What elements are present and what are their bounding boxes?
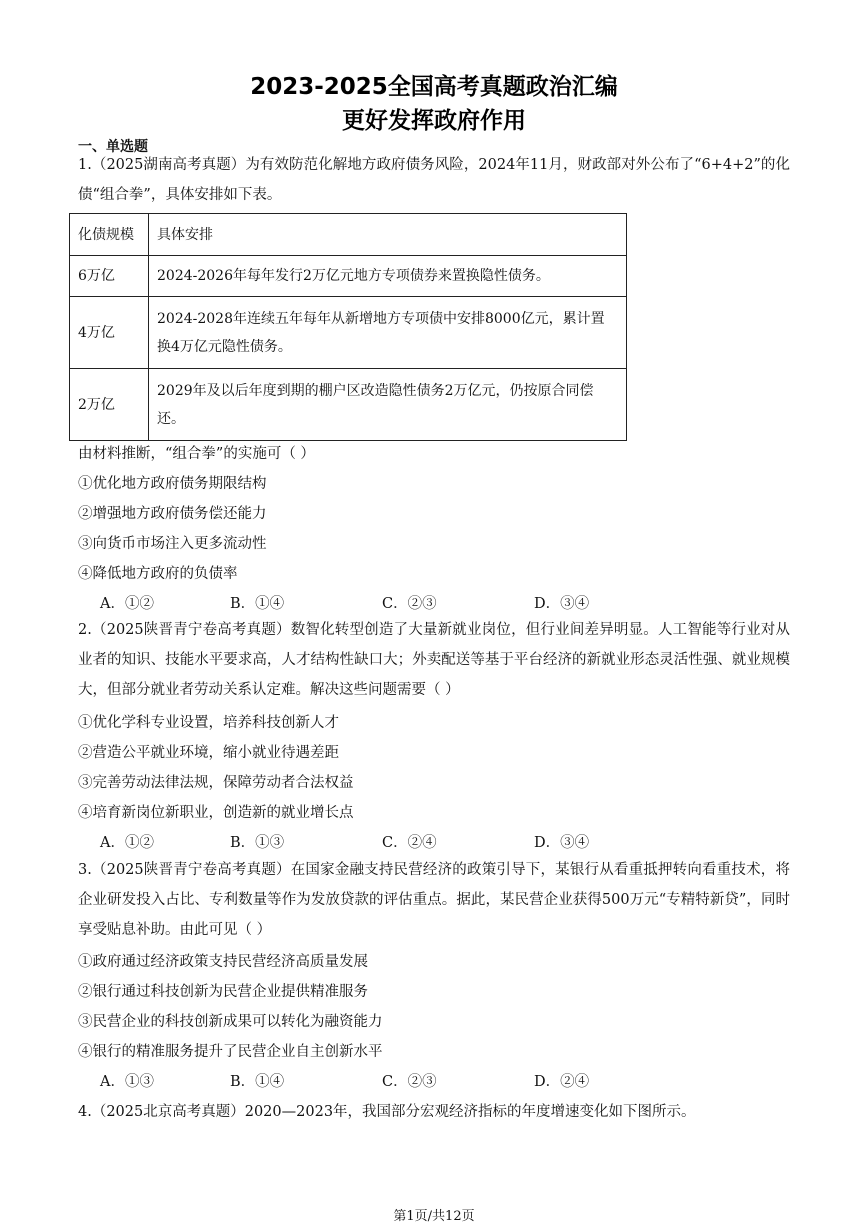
table-row bbox=[70, 369, 627, 441]
option-c[interactable]: C．②③ bbox=[382, 596, 437, 612]
table-row bbox=[70, 256, 627, 297]
option-d[interactable]: D．③④ bbox=[534, 835, 590, 851]
q3-statement-4: ④银行的精准服务提升了民营企业自主创新水平 bbox=[78, 1044, 383, 1060]
q3-statement-2: ②银行通过科技创新为民营企业提供精准服务 bbox=[78, 984, 368, 1000]
q2-statement-3: ③完善劳动法律法规，保障劳动者合法权益 bbox=[78, 775, 354, 791]
table-cell: 2029年及以后年度到期的棚户区改造隐性债务2万亿元，仍按原合同偿还。 bbox=[149, 369, 627, 441]
q3-options bbox=[100, 1070, 660, 1092]
q3-statement-3: ③民营企业的科技创新成果可以转化为融资能力 bbox=[78, 1014, 383, 1030]
q1-statement-2: ②增强地方政府债务偿还能力 bbox=[78, 506, 267, 522]
option-b[interactable]: B．①③ bbox=[230, 835, 285, 851]
table-cell: 2024-2026年每年发行2万亿元地方专项债券来置换隐性债务。 bbox=[149, 256, 627, 297]
table-header-plan: 具体安排 bbox=[149, 214, 627, 256]
q1-options bbox=[100, 592, 660, 614]
section-heading: 一、单选题 bbox=[78, 139, 148, 155]
q1-stem: 1.（2025湖南高考真题）为有效防范化解地方政府债务风险，2024年11月，财政部对外公布了“6+4+2”的化债“组合拳”，具体安排如下表。 bbox=[78, 157, 790, 203]
q3-statement-1: ①政府通过经济政策支持民营经济高质量发展 bbox=[78, 954, 368, 970]
option-b[interactable]: B．①④ bbox=[230, 596, 285, 612]
option-a[interactable]: A．①② bbox=[100, 596, 154, 612]
table-row bbox=[70, 214, 627, 256]
option-c[interactable]: C．②③ bbox=[382, 1074, 437, 1090]
q2-statement-2: ②营造公平就业环境，缩小就业待遇差距 bbox=[78, 745, 339, 761]
q2-statement-4: ④培育新岗位新职业，创造新的就业增长点 bbox=[78, 805, 354, 821]
q1-statement-4: ④降低地方政府的负债率 bbox=[78, 566, 238, 582]
q1-question: 由材料推断，“组合拳”的实施可（ ） bbox=[78, 446, 315, 462]
option-a[interactable]: A．①③ bbox=[100, 1074, 154, 1090]
q1-statement-1: ①优化地方政府债务期限结构 bbox=[78, 476, 267, 492]
page-footer: 第1页/共12页 bbox=[393, 1209, 475, 1224]
q2-statement-1: ①优化学科专业设置，培养科技创新人才 bbox=[78, 715, 339, 731]
q2-options bbox=[100, 831, 660, 853]
table-cell: 2万亿 bbox=[70, 369, 149, 441]
option-a[interactable]: A．①② bbox=[100, 835, 154, 851]
page-title: 2023-2025全国高考真题政治汇编 bbox=[250, 74, 618, 100]
table-cell: 6万亿 bbox=[70, 256, 149, 297]
table-cell: 2024-2028年连续五年每年从新增地方专项债中安排8000亿元，累计置换4万亿元隐性债务。 bbox=[149, 297, 627, 369]
q3-stem: 3.（2025陕晋青宁卷高考真题）在国家金融支持民营经济的政策引导下，某银行从看重抵押转向看重技术，将企业研发投入占比、专利数量等作为发放贷款的评估重点。据此，某民营企业获得500万元“专精特新贷”，同时享受贴息补助。由此可见（ ） bbox=[78, 862, 790, 938]
table-cell: 4万亿 bbox=[70, 297, 149, 369]
q4-stem: 4.（2025北京高考真题）2020—2023年，我国部分宏观经济指标的年度增速变化如下图所示。 bbox=[78, 1104, 696, 1120]
table-row bbox=[70, 297, 627, 369]
page-subtitle: 更好发挥政府作用 bbox=[342, 108, 526, 134]
option-b[interactable]: B．①④ bbox=[230, 1074, 285, 1090]
option-c[interactable]: C．②④ bbox=[382, 835, 437, 851]
q1-statement-3: ③向货币市场注入更多流动性 bbox=[78, 536, 267, 552]
option-d[interactable]: D．②④ bbox=[534, 1074, 590, 1090]
q1-table bbox=[69, 213, 627, 441]
q2-stem: 2.（2025陕晋青宁卷高考真题）数智化转型创造了大量新就业岗位，但行业间差异明显。人工智能等行业对从业者的知识、技能水平要求高，人才结构性缺口大；外卖配送等基于平台经济的新就业形态灵活性强、就业规模大，但部分就业者劳动关系认定难。解决这些问题需要（ ） bbox=[78, 622, 790, 698]
table-header-scale: 化债规模 bbox=[70, 214, 149, 256]
option-d[interactable]: D．③④ bbox=[534, 596, 590, 612]
